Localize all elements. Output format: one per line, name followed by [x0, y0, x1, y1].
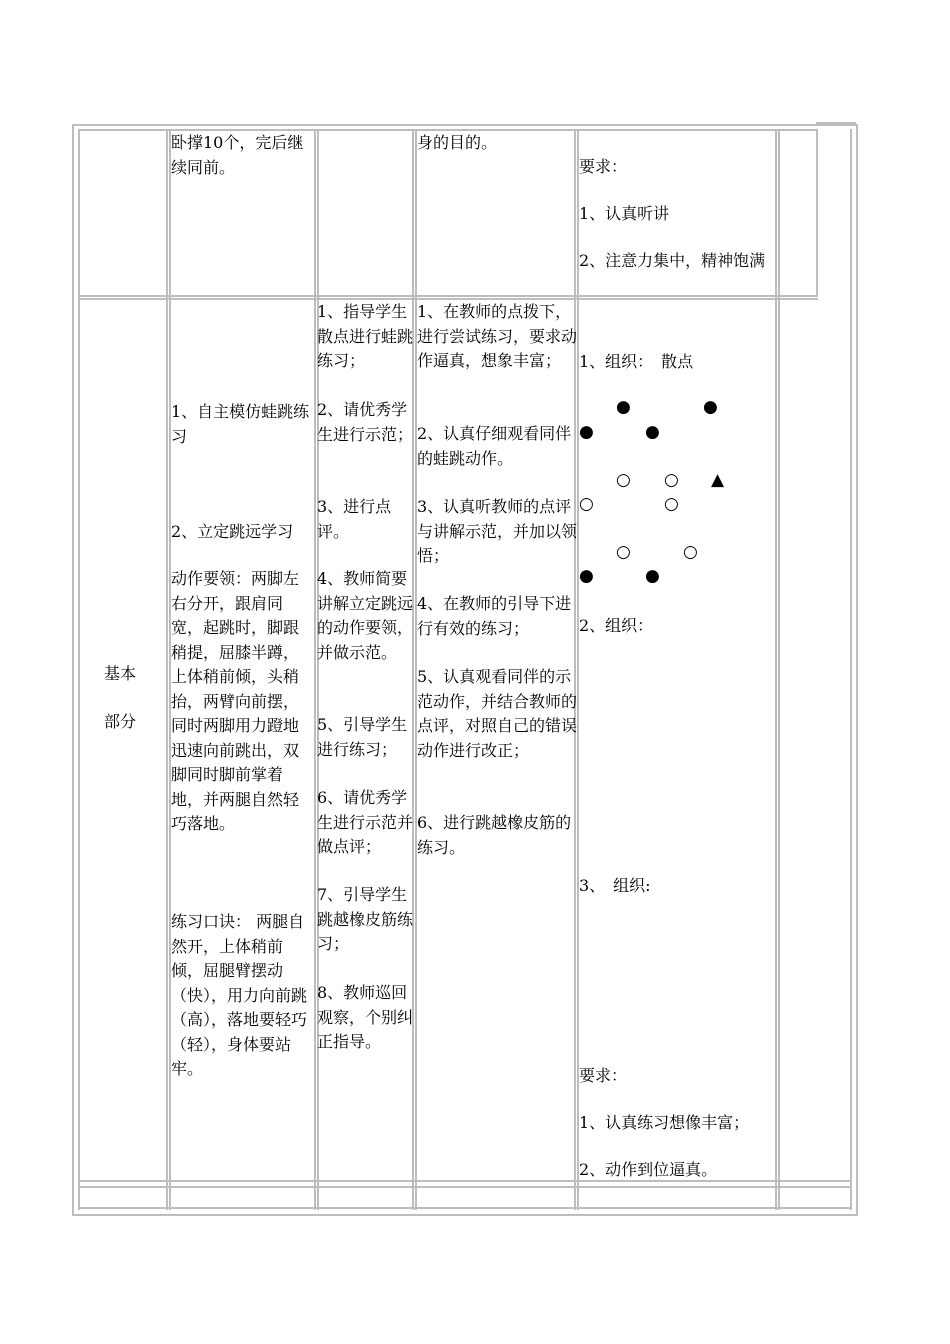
- student-hollow-marker: ○: [579, 494, 594, 514]
- student-hollow-marker: ○: [616, 542, 631, 562]
- student-activity: 5、认真观看同伴的示范动作，并结合教师的点评，对照自己的错误动作进行改正；: [417, 667, 578, 760]
- top-rule: [816, 122, 856, 124]
- content-item-4: [171, 910, 314, 1082]
- teacher-activity: 6、请优秀学生进行示范并做点评；: [317, 788, 414, 856]
- section-label-line-1: 基本: [104, 664, 137, 683]
- col-line-1: [78, 129, 80, 1210]
- content-item-1: [171, 400, 314, 449]
- section-label: [104, 662, 154, 687]
- organization-2: [579, 614, 775, 639]
- organization-1: [579, 350, 775, 375]
- row2-require-item-2: [579, 1158, 775, 1183]
- row1-col2-line: 卧撑10个，完后继续同前。: [171, 133, 304, 177]
- student-item-1: [417, 300, 577, 374]
- col-line-6: [775, 129, 777, 1210]
- teacher-item-1: [317, 300, 414, 374]
- require-label: 要求：: [579, 1066, 628, 1085]
- row1-col5-item-1: [579, 202, 775, 227]
- col-line-2: [166, 129, 168, 1210]
- col-line-8: [850, 129, 852, 1210]
- student-filled-marker: ●: [579, 566, 594, 586]
- organization-label: 3、 组织:: [579, 876, 651, 895]
- student-hollow-marker: ○: [683, 542, 698, 562]
- student-hollow-marker: ○: [616, 470, 631, 490]
- content-item-3: [171, 567, 314, 837]
- require-label: 要求：: [579, 157, 628, 176]
- requirement-item: 1、认真听讲: [579, 204, 670, 223]
- student-item-4: [417, 592, 577, 641]
- teacher-activity: 7、引导学生跳越橡皮筋练习；: [317, 885, 414, 953]
- requirement-item: 2、动作到位逼真。: [579, 1160, 718, 1179]
- col-line-7: [816, 129, 818, 297]
- student-hollow-marker: ○: [664, 494, 679, 514]
- student-item-3: [417, 495, 577, 569]
- student-activity: 3、认真听教师的点评与讲解示范，并加以领悟；: [417, 497, 578, 565]
- requirement-item: 1、认真练习想像丰富；: [579, 1113, 750, 1132]
- student-filled-marker: ●: [645, 566, 660, 586]
- student-activity: 6、进行跳越橡皮筋的练习。: [417, 813, 572, 857]
- student-filled-marker: ●: [616, 397, 631, 417]
- content-paragraph: 练习口诀： 两腿自然开，上体稍前倾，屈腿臂摆动（快），用力向前跳（高），落地要轻巧（轻），身体要站牢。: [171, 912, 308, 1078]
- organization-label: 1、组织： 散点: [579, 352, 694, 371]
- student-filled-marker: ●: [579, 422, 594, 442]
- content-paragraph: 2、立定跳远学习: [171, 522, 294, 541]
- content-item-2: [171, 520, 314, 545]
- teacher-item-8: [317, 981, 414, 1055]
- student-item-6: [417, 811, 577, 860]
- row1-col2-text: [171, 131, 313, 180]
- student-activity: 2、认真仔细观看同伴的蛙跳动作。: [417, 424, 572, 468]
- student-filled-marker: ●: [645, 422, 660, 442]
- row2-require: [579, 1064, 775, 1089]
- col-line-5b: [577, 129, 579, 1210]
- student-hollow-marker: ○: [664, 470, 679, 490]
- teacher-item-6: [317, 786, 414, 860]
- row1-col5-item-2: [579, 249, 775, 274]
- teacher-item-2: [317, 398, 414, 447]
- row1-col5-require: [579, 155, 775, 180]
- section-label-2: [104, 710, 154, 735]
- col-line-6b: [778, 129, 780, 1210]
- content-paragraph: 1、自主模仿蛙跳练习: [171, 402, 310, 446]
- row2-require-item-1: [579, 1111, 775, 1136]
- teacher-activity: 8、教师巡回观察，个别纠正指导。: [317, 983, 414, 1051]
- teacher-item-7: [317, 883, 414, 957]
- teacher-activity: 3、进行点评。: [317, 497, 392, 541]
- teacher-activity: 1、指导学生散点进行蛙跳练习；: [317, 302, 414, 370]
- teacher-item-3: [317, 495, 414, 544]
- student-item-5: [417, 665, 577, 763]
- content-paragraph: 动作要领：两脚左右分开，跟肩同宽，起跳时，脚跟稍提，屈膝半蹲，上体稍前倾，头稍抬，两臂向前摆，同时两脚用力蹬地迅速向前跳出，双脚同时脚前掌着地，并两腿自然轻巧落地。: [171, 569, 300, 833]
- row1-col4-line: 身的目的。: [417, 133, 498, 152]
- student-activity: 1、在教师的点拨下，进行尝试练习，要求动作逼真，想象丰富；: [417, 302, 578, 370]
- teacher-triangle-marker: ▲: [711, 470, 725, 490]
- teacher-activity: 4、教师简要讲解立定跳远的动作要领，并做示范。: [317, 569, 414, 662]
- teacher-activity: 5、引导学生进行练习；: [317, 715, 408, 759]
- requirement-item: 2、注意力集中，精神饱满: [579, 251, 766, 270]
- row1-col4-text: [417, 131, 572, 156]
- row-rule-1: [78, 295, 818, 297]
- col-line-3: [314, 129, 316, 1210]
- section-label-line-2: 部分: [104, 712, 137, 731]
- organization-label: 2、组织：: [579, 616, 654, 635]
- student-filled-marker: ●: [703, 397, 718, 417]
- teacher-item-5: [317, 713, 414, 762]
- row-rule-3: [78, 1207, 852, 1209]
- row-rule-2b: [78, 1186, 852, 1188]
- teacher-activity: 2、请优秀学生进行示范；: [317, 400, 414, 444]
- organization-3: [579, 874, 775, 899]
- teacher-item-4: [317, 567, 414, 665]
- student-activity: 4、在教师的引导下进行有效的练习；: [417, 594, 572, 638]
- student-item-2: [417, 422, 577, 471]
